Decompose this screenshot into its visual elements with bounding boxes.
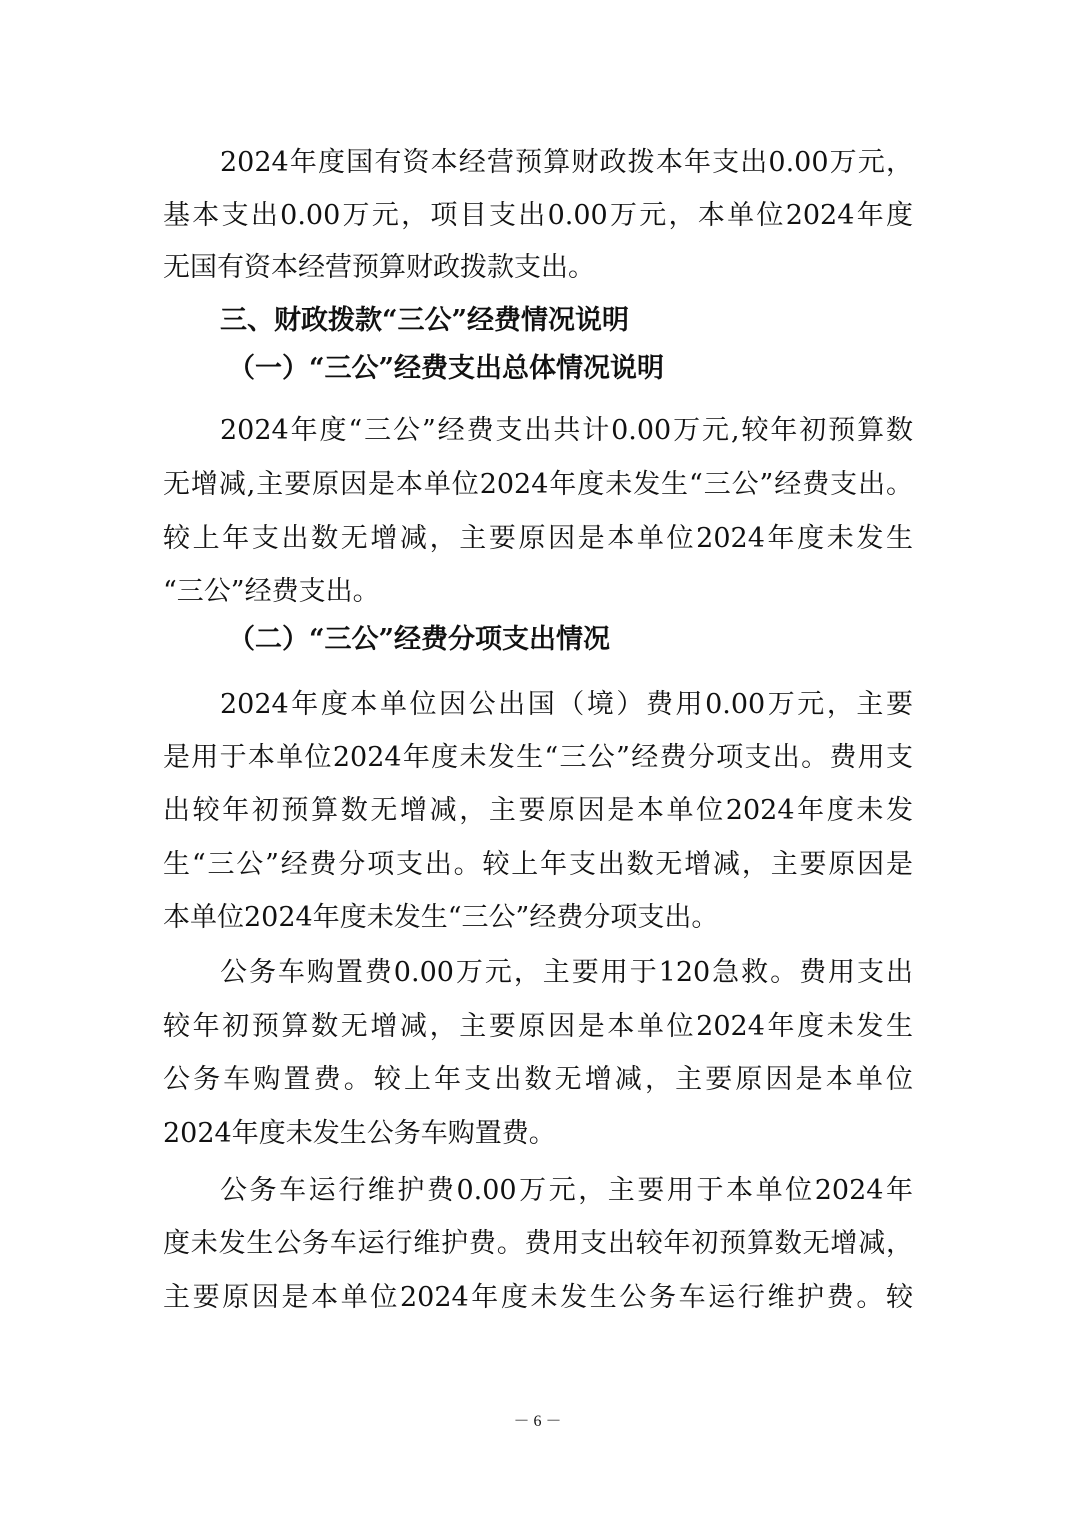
paragraph-line: 是用于本单位2024年度未发生“三公”经费分项支出。费用支	[163, 742, 913, 773]
paragraph-line: 公务车购置费0.00万元，主要用于120急救。费用支出	[220, 957, 913, 988]
paragraph-line: 2024年度本单位因公出国（境）费用0.00万元，主要	[220, 689, 913, 720]
paragraph-line: 无增减,主要原因是本单位2024年度未发生“三公”经费支出。	[163, 469, 913, 500]
subsection-heading: （二）“三公”经费分项支出情况	[228, 624, 611, 655]
paragraph-line: 主要原因是本单位2024年度未发生公务车运行维护费。较	[163, 1282, 913, 1313]
paragraph-line: “三公”经费支出。	[163, 576, 380, 607]
paragraph-line: 公务车运行维护费0.00万元，主要用于本单位2024年	[220, 1175, 913, 1206]
paragraph-line: 较上年支出数无增减，主要原因是本单位2024年度未发生	[163, 523, 913, 554]
paragraph-line: 本单位2024年度未发生“三公”经费分项支出。	[163, 902, 719, 933]
page-number: － 6 －	[513, 1413, 562, 1430]
paragraph-line: 生“三公”经费分项支出。较上年支出数无增减，主要原因是	[163, 849, 913, 880]
paragraph-line: 出较年初预算数无增减，主要原因是本单位2024年度未发	[163, 795, 913, 826]
subsection-heading: （一）“三公”经费支出总体情况说明	[228, 353, 665, 384]
paragraph-line: 公务车购置费。较上年支出数无增减，主要原因是本单位	[163, 1064, 913, 1095]
paragraph-line: 基本支出0.00万元，项目支出0.00万元，本单位2024年度	[163, 200, 913, 231]
paragraph-line: 2024年度国有资本经营预算财政拨本年支出0.00万元，	[220, 147, 913, 178]
paragraph-line: 度未发生公务车运行维护费。费用支出较年初预算数无增减，	[163, 1228, 913, 1259]
paragraph-line: 2024年度未发生公务车购置费。	[163, 1118, 556, 1149]
section-heading: 三、财政拨款“三公”经费情况说明	[220, 305, 630, 336]
paragraph-line: 较年初预算数无增减，主要原因是本单位2024年度未发生	[163, 1011, 913, 1042]
paragraph-line: 无国有资本经营预算财政拨款支出。	[163, 252, 595, 283]
paragraph-line: 2024年度“三公”经费支出共计0.00万元,较年初预算数	[220, 415, 913, 446]
